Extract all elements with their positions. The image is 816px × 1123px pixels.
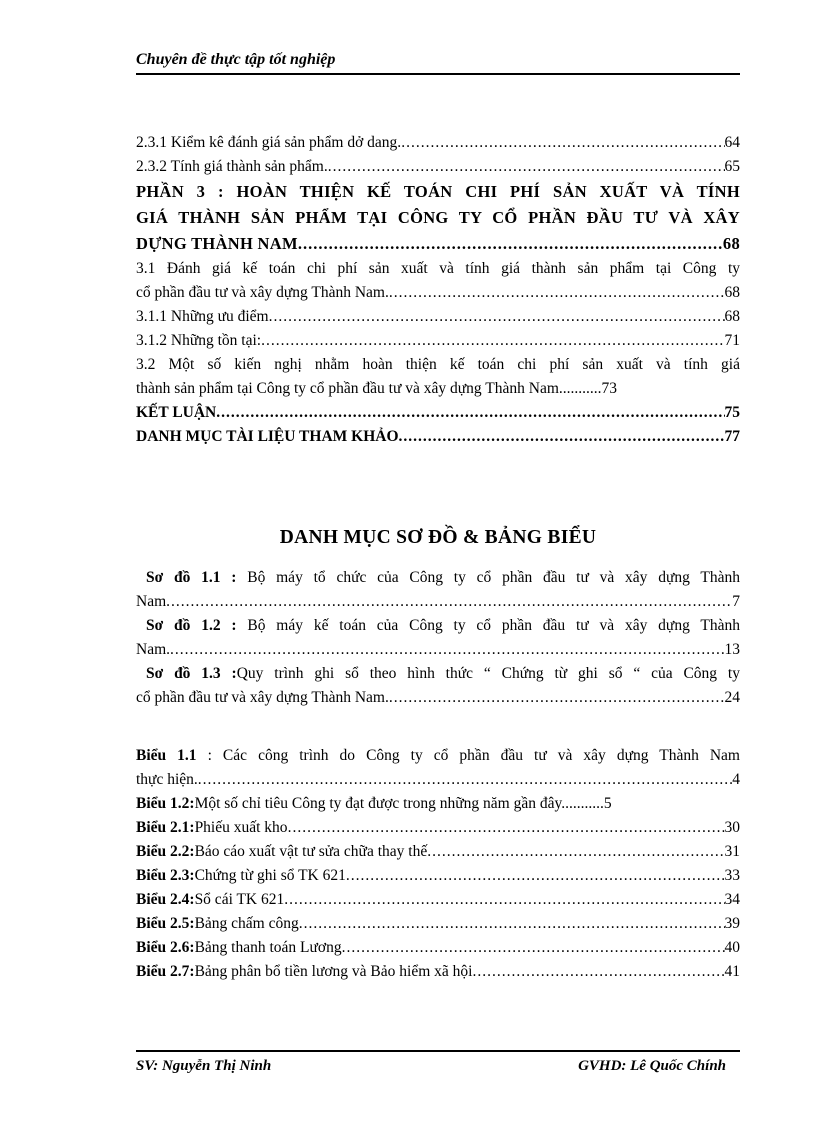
- part3-title-line2: GIÁ THÀNH SẢN PHẨM TẠI CÔNG TY CỔ PHẦN ĐẦU TƯ VÀ XÂY: [136, 208, 740, 227]
- diagram-entry-cont: Nam. ..... 13: [136, 638, 740, 662]
- toc-entry-references: DANH MỤC TÀI LIỆU THAM KHẢO ..... 77: [136, 425, 740, 449]
- diagram-entry: Sơ đồ 1.2 : Bộ máy kế toán của Công ty cổ phần đầu tư và xây dựng Thành: [146, 617, 740, 634]
- diagram-list-title: DANH MỤC SƠ ĐỒ & BẢNG BIỂU: [279, 527, 597, 548]
- page-footer: [136, 1050, 740, 1074]
- diagram-entry: Sơ đồ 1.3 :Quy trình ghi sổ theo hình thức “ Chứng từ ghi sổ “ của Công ty: [146, 665, 740, 682]
- table-entry: Biểu 1.2: Một số chỉ tiêu Công ty đạt được trong những năm gần đây. .......... 5: [136, 795, 612, 812]
- page-header: [136, 47, 740, 75]
- sec31-line1: 3.1 Đánh giá kế toán chi phí sản xuất và tính giá thành sản phẩm tại Công ty: [136, 260, 740, 277]
- table-of-contents: [136, 131, 740, 449]
- footer-advisor: GVHD: Lê Quốc Chính: [578, 1058, 726, 1074]
- sec32-line1: 3.2 Một số kiến nghị nhằm hoàn thiện kế toán chi phí sản xuất và tính giá: [136, 356, 740, 373]
- table-entry: Biểu 2.3: Chứng từ ghi sổ TK 621 ..... 33: [136, 864, 740, 888]
- toc-entry: 2.3.2 Tính giá thành sản phẩm. ..... 65: [136, 155, 740, 179]
- table-list: [136, 744, 740, 984]
- header-title: Chuyên đề thực tập tốt nghiệp: [136, 51, 336, 68]
- toc-entry: 2.3.1 Kiểm kê đánh giá sản phẩm dở dang. ..... 64: [136, 131, 740, 155]
- diagram-list: [136, 566, 740, 710]
- part3-title-line3: DỰNG THÀNH NAM ..... 68: [136, 231, 740, 257]
- table-entry-cont: thực hiện. ..... 4: [136, 768, 740, 792]
- table-entry: Biểu 1.1 : Các công trình do Công ty cổ phần đầu tư và xây dựng Thành Nam: [136, 747, 740, 764]
- table-entry: Biểu 2.2: Báo cáo xuất vật tư sửa chữa thay thế ..... 31: [136, 840, 740, 864]
- table-entry: Biểu 2.6: Bảng thanh toán Lương ..... 40: [136, 936, 740, 960]
- toc-entry: 3.1.2 Những tồn tại: ..... 71: [136, 329, 740, 353]
- part3-title-line1: PHẦN 3 : HOÀN THIỆN KẾ TOÁN CHI PHÍ SẢN XUẤT VÀ TÍNH: [136, 182, 740, 201]
- footer-student: SV: Nguyễn Thị Ninh: [136, 1058, 272, 1074]
- toc-entry-conclusion: KẾT LUẬN ..... 75: [136, 401, 740, 425]
- toc-entry: 3.1.1 Những ưu điểm ..... 68: [136, 305, 740, 329]
- sec31-line2: cổ phần đầu tư và xây dựng Thành Nam. ..... 68: [136, 281, 740, 305]
- table-entry: Biểu 2.7: Bảng phân bổ tiền lương và Bảo hiểm xã hội ..... 41: [136, 960, 740, 984]
- table-entry: Biểu 2.1: Phiếu xuất kho ..... 30: [136, 816, 740, 840]
- table-entry: Biểu 2.5: Bảng chấm công ..... 39: [136, 912, 740, 936]
- sec32-line2: thành sản phẩm tại Công ty cổ phần đầu tư và xây dựng Thành Nam. .......... 73: [136, 380, 617, 397]
- diagram-entry: Sơ đồ 1.1 : Bộ máy tổ chức của Công ty cổ phần đầu tư và xây dựng Thành: [146, 569, 740, 586]
- diagram-entry-cont: cổ phần đầu tư và xây dựng Thành Nam. ..... 24: [136, 686, 740, 710]
- diagram-entry-cont: Nam ..... 7: [136, 590, 740, 614]
- table-entry: Biểu 2.4: Sổ cái TK 621 ..... 34: [136, 888, 740, 912]
